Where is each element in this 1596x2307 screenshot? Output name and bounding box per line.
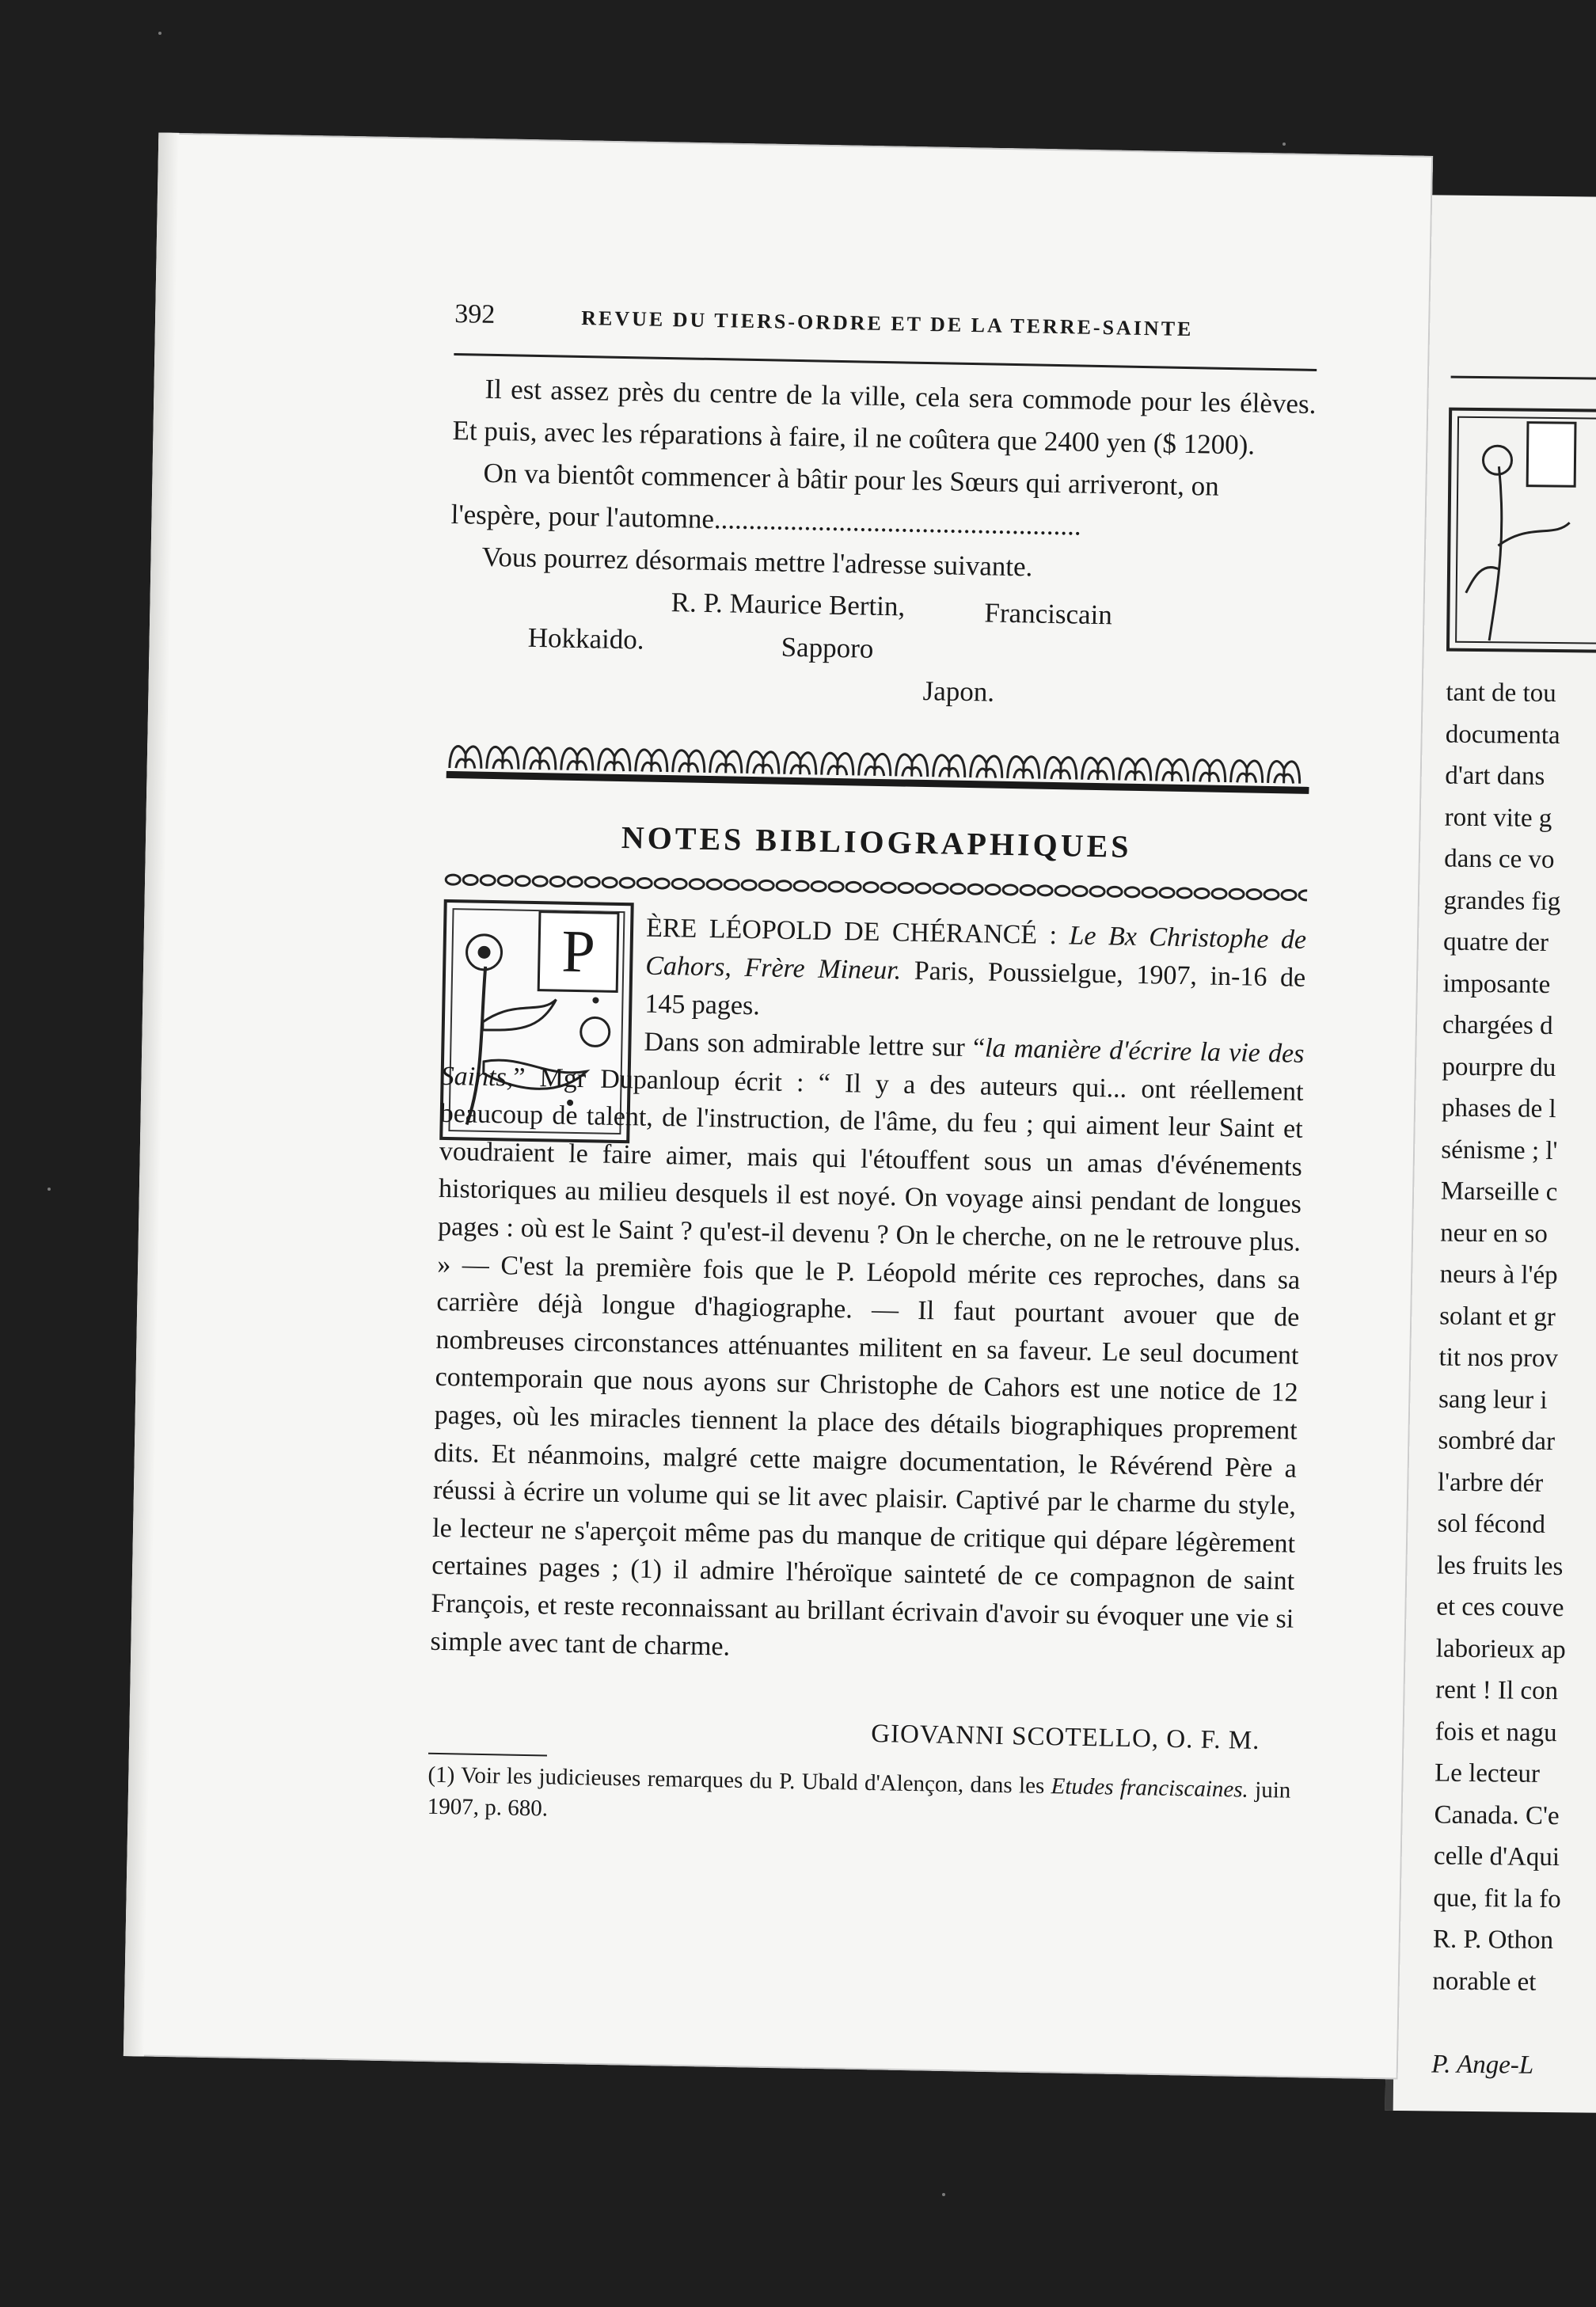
tulip-ornament: [933, 755, 965, 777]
address-country: Japon.: [922, 675, 995, 708]
letter-paragraph-1: Il est assez près du centre de la ville, cela sera commode pour les élèves. Et puis, avec les réparations à faire, il ne coûtera que 2400 yen ($ 1200).: [452, 373, 1317, 461]
chain-link: [1195, 888, 1209, 898]
chain-link: [568, 877, 582, 887]
section-title: NOTES BIBLIOGRAPHIQUES: [621, 819, 1132, 865]
chain-link: [515, 876, 530, 886]
fleuron-border: [446, 730, 1309, 801]
chain-link: [1038, 886, 1052, 895]
chain-link: [829, 882, 843, 891]
chain-link: [933, 884, 948, 893]
review-paragraph: [430, 1020, 1305, 1676]
tulip-ornament: [561, 748, 593, 770]
review-quote-title: la manière d'écrire la vie des Saints,: [440, 1033, 1305, 1093]
chain-link: [585, 877, 599, 887]
footnote: [427, 1759, 1290, 1838]
right-page-line: solant et gr: [1438, 1302, 1556, 1332]
chain-link: [1299, 891, 1307, 900]
right-page-line: P. Ange-L: [1431, 2049, 1534, 2080]
right-page-line: ront vite g: [1444, 803, 1552, 833]
chain-link: [1177, 888, 1191, 898]
address-place-2: Sapporo: [781, 631, 874, 664]
tulip-ornament: [1119, 758, 1151, 781]
chain-link: [655, 879, 669, 888]
review-text-a: Dans son admirable lettre sur “: [644, 1027, 986, 1063]
tulip-ornament: [1082, 758, 1114, 780]
right-page-line: d'art dans: [1445, 761, 1545, 791]
review-author: ÈRE LÉOPOLD DE CHÉRANCÉ :: [645, 913, 1058, 951]
chain-link: [1229, 889, 1244, 899]
running-header: [454, 299, 1302, 341]
right-page-line: dans ce vo: [1444, 844, 1555, 875]
right-page-line: neurs à l'ép: [1439, 1260, 1558, 1290]
chain-link: [986, 884, 1000, 894]
right-page-line: rent ! Il con: [1435, 1675, 1559, 1706]
review-intro: [644, 910, 1306, 1036]
right-page-line: phases de l: [1441, 1093, 1556, 1124]
right-page-line: Marseille c: [1440, 1176, 1558, 1207]
address-name: R. P. Maurice Bertin,: [671, 587, 906, 622]
tulip-ornament: [747, 751, 779, 773]
tulip-ornament: [487, 747, 519, 769]
right-page-line: sang leur i: [1438, 1385, 1548, 1415]
right-page-line: sénisme ; l': [1441, 1135, 1558, 1165]
chain-link: [968, 884, 982, 894]
chain-link: [881, 883, 895, 892]
tulip-ornament: [1008, 756, 1039, 778]
chain-link: [794, 881, 808, 891]
chain-link: [951, 884, 965, 894]
tulip-ornament: [1194, 760, 1226, 782]
tulip-ornament: [822, 753, 853, 775]
right-page-line: pourpre du: [1442, 1052, 1556, 1082]
chain-border: [444, 869, 1307, 906]
chain-link: [1160, 887, 1174, 897]
right-page-line: tant de tou: [1446, 678, 1556, 709]
tulip-ornament: [673, 751, 705, 773]
chain-link: [742, 880, 756, 890]
chain-link: [707, 880, 721, 889]
tulip-ornament: [598, 749, 630, 771]
address-order: Franciscain: [984, 597, 1113, 631]
right-page-line: que, fit la fo: [1433, 1883, 1561, 1914]
address-block: [447, 577, 1313, 720]
right-page-line: sol fécond: [1437, 1509, 1546, 1539]
chain-link: [463, 875, 477, 884]
right-page-line: Le lecteur: [1434, 1758, 1541, 1788]
review-book-title: Le Bx Christophe de Cahors, Frère Mineur.: [644, 921, 1307, 986]
tulip-ornament: [710, 751, 742, 773]
chain-link: [533, 876, 547, 886]
tulip-ornament: [450, 746, 481, 768]
chain-link: [899, 883, 913, 892]
chain-link: [759, 880, 773, 890]
chain-link: [690, 880, 704, 889]
header-rule: [454, 353, 1317, 371]
tulip-ornament: [1268, 761, 1300, 783]
right-page-line: chargées d: [1442, 1010, 1553, 1041]
chain-link: [1264, 890, 1279, 899]
dropcap-letter: P: [538, 910, 620, 993]
review-text-b: ” Mgr Dupanloup écrit : “ Il y a des auteurs qui... ont réellement beaucoup de talent, de l'instruction, de l'âme, du feu ; qui aiment leur Saint et voudraient le faire aimer, mais qui l'étouffent sous un amas d'événements historiques au milieu desquels il est noyé. On voyage ainsi pendant de longues pages : où est le Saint ? qu'est-il devenu ? On le cherche, on ne le retrouve plus. » — C'est la première fois que le P. Léopold mérite ces reproches, dans sa carrière déjà longue d'hagiographe. — Il faut pourtant avouer que de nombreuses circonstances atténuantes militent en sa faveur. Le seul document contemporain que nous ayons sur Christophe de Cahors est une notice de 12 pages, où les miracles tiennent la place des détails biographiques proprement dits. Et néanmoins, malgré cette maigre documentation, le Révérend Père a réussi à écrire un volume qui se lit avec plaisir. Captivé par le charme du style, le lecteur ne s'aperçoit même pas du manque de critique qui dépare légèrement certaines pages ; (1) il admire l'héroïque sainteté de ce compagnon de saint François, et reste reconnaissant au brillant écrivain d'avoir su évoquer une vie si simple avec tant de charme.: [430, 1062, 1304, 1662]
chain-link: [1003, 885, 1017, 895]
tulip-ornament: [971, 755, 1002, 777]
right-page-line: les fruits les: [1436, 1551, 1564, 1581]
tulip-ornament: [785, 752, 816, 774]
chain-link: [916, 884, 930, 893]
right-page-line: imposante: [1442, 969, 1551, 999]
right-page-line: fois et nagu: [1434, 1717, 1557, 1747]
tulip-ornament: [896, 754, 928, 777]
right-page-line: R. P. Othon: [1432, 1925, 1554, 1955]
review-body: [430, 1020, 1305, 1676]
chain-link: [777, 881, 791, 891]
right-page-line: l'arbre dér: [1437, 1468, 1544, 1498]
chain-link: [724, 880, 739, 889]
right-page-line: quatre der: [1442, 927, 1549, 957]
chain-link: [1212, 889, 1226, 899]
footnote-journal: Etudes franciscaines.: [1051, 1773, 1249, 1803]
tulip-ornament: [1045, 757, 1077, 779]
right-page-line: documenta: [1445, 720, 1560, 750]
chain-link: [1073, 886, 1087, 895]
right-page-line: et ces couve: [1436, 1592, 1564, 1623]
letter-paragraph-3: Vous pourrez désormais mettre l'adresse suivante.: [481, 541, 1033, 583]
chain-link: [481, 876, 495, 885]
right-page-line: neur en so: [1440, 1218, 1548, 1249]
chain-link: [620, 878, 634, 887]
chain-link: [1090, 887, 1104, 896]
footnote-text-a: (1) Voir les judicieuses remarques du P. Ubald d'Alençon, dans les: [428, 1762, 1045, 1799]
chain-link: [498, 876, 512, 885]
chain-link: [672, 879, 686, 888]
tulip-ornament: [1157, 759, 1188, 781]
review-signature: GIOVANNI SCOTELLO, O. F. M.: [870, 1719, 1260, 1755]
right-page-line: sombré dar: [1438, 1426, 1556, 1457]
right-page-line: norable et: [1432, 1966, 1537, 1997]
tulip-ornament: [524, 747, 556, 770]
address-place-1: Hokkaido.: [527, 621, 644, 656]
chain-link: [1108, 887, 1122, 896]
tulip-ornament: [636, 750, 667, 772]
right-page-line: tit nos prov: [1438, 1343, 1559, 1374]
tulip-ornament: [1231, 760, 1263, 782]
chain-link: [864, 883, 878, 892]
chain-link: [1055, 886, 1070, 895]
page-number: 392: [454, 299, 496, 329]
chain-link: [446, 875, 460, 884]
chain-link: [602, 878, 617, 887]
right-page-line: celle d'Aqui: [1433, 1841, 1560, 1872]
right-page-line: Canada. C'e: [1434, 1800, 1560, 1830]
chain-link: [1282, 890, 1296, 899]
chain-link: [811, 881, 826, 891]
chain-link: [550, 876, 564, 886]
letter-text: [447, 367, 1317, 720]
chain-link: [1020, 885, 1035, 895]
chain-link: [1142, 887, 1157, 897]
running-title: REVUE DU TIERS-ORDRE ET DE LA TERRE-SAINTE: [580, 306, 1194, 341]
right-page-line: grandes fig: [1443, 886, 1561, 916]
chain-link: [1125, 887, 1139, 897]
right-page-line: laborieux ap: [1435, 1634, 1566, 1664]
footnote-rule: [428, 1753, 547, 1757]
tulip-ornament: [859, 754, 891, 776]
review-publication: Paris, Poussielgue, 1907, in-16 de 145 pages.: [644, 956, 1306, 1021]
footnote-text-b: juin 1907, p. 680.: [427, 1777, 1291, 1822]
chain-link: [1247, 889, 1261, 899]
letter-paragraph-2: On va bientôt commencer à bâtir pour les Sœurs qui arriveront, on l'espère, pour l'automne.....................................................: [450, 457, 1220, 542]
chain-link: [637, 878, 652, 887]
chain-link: [846, 882, 861, 891]
